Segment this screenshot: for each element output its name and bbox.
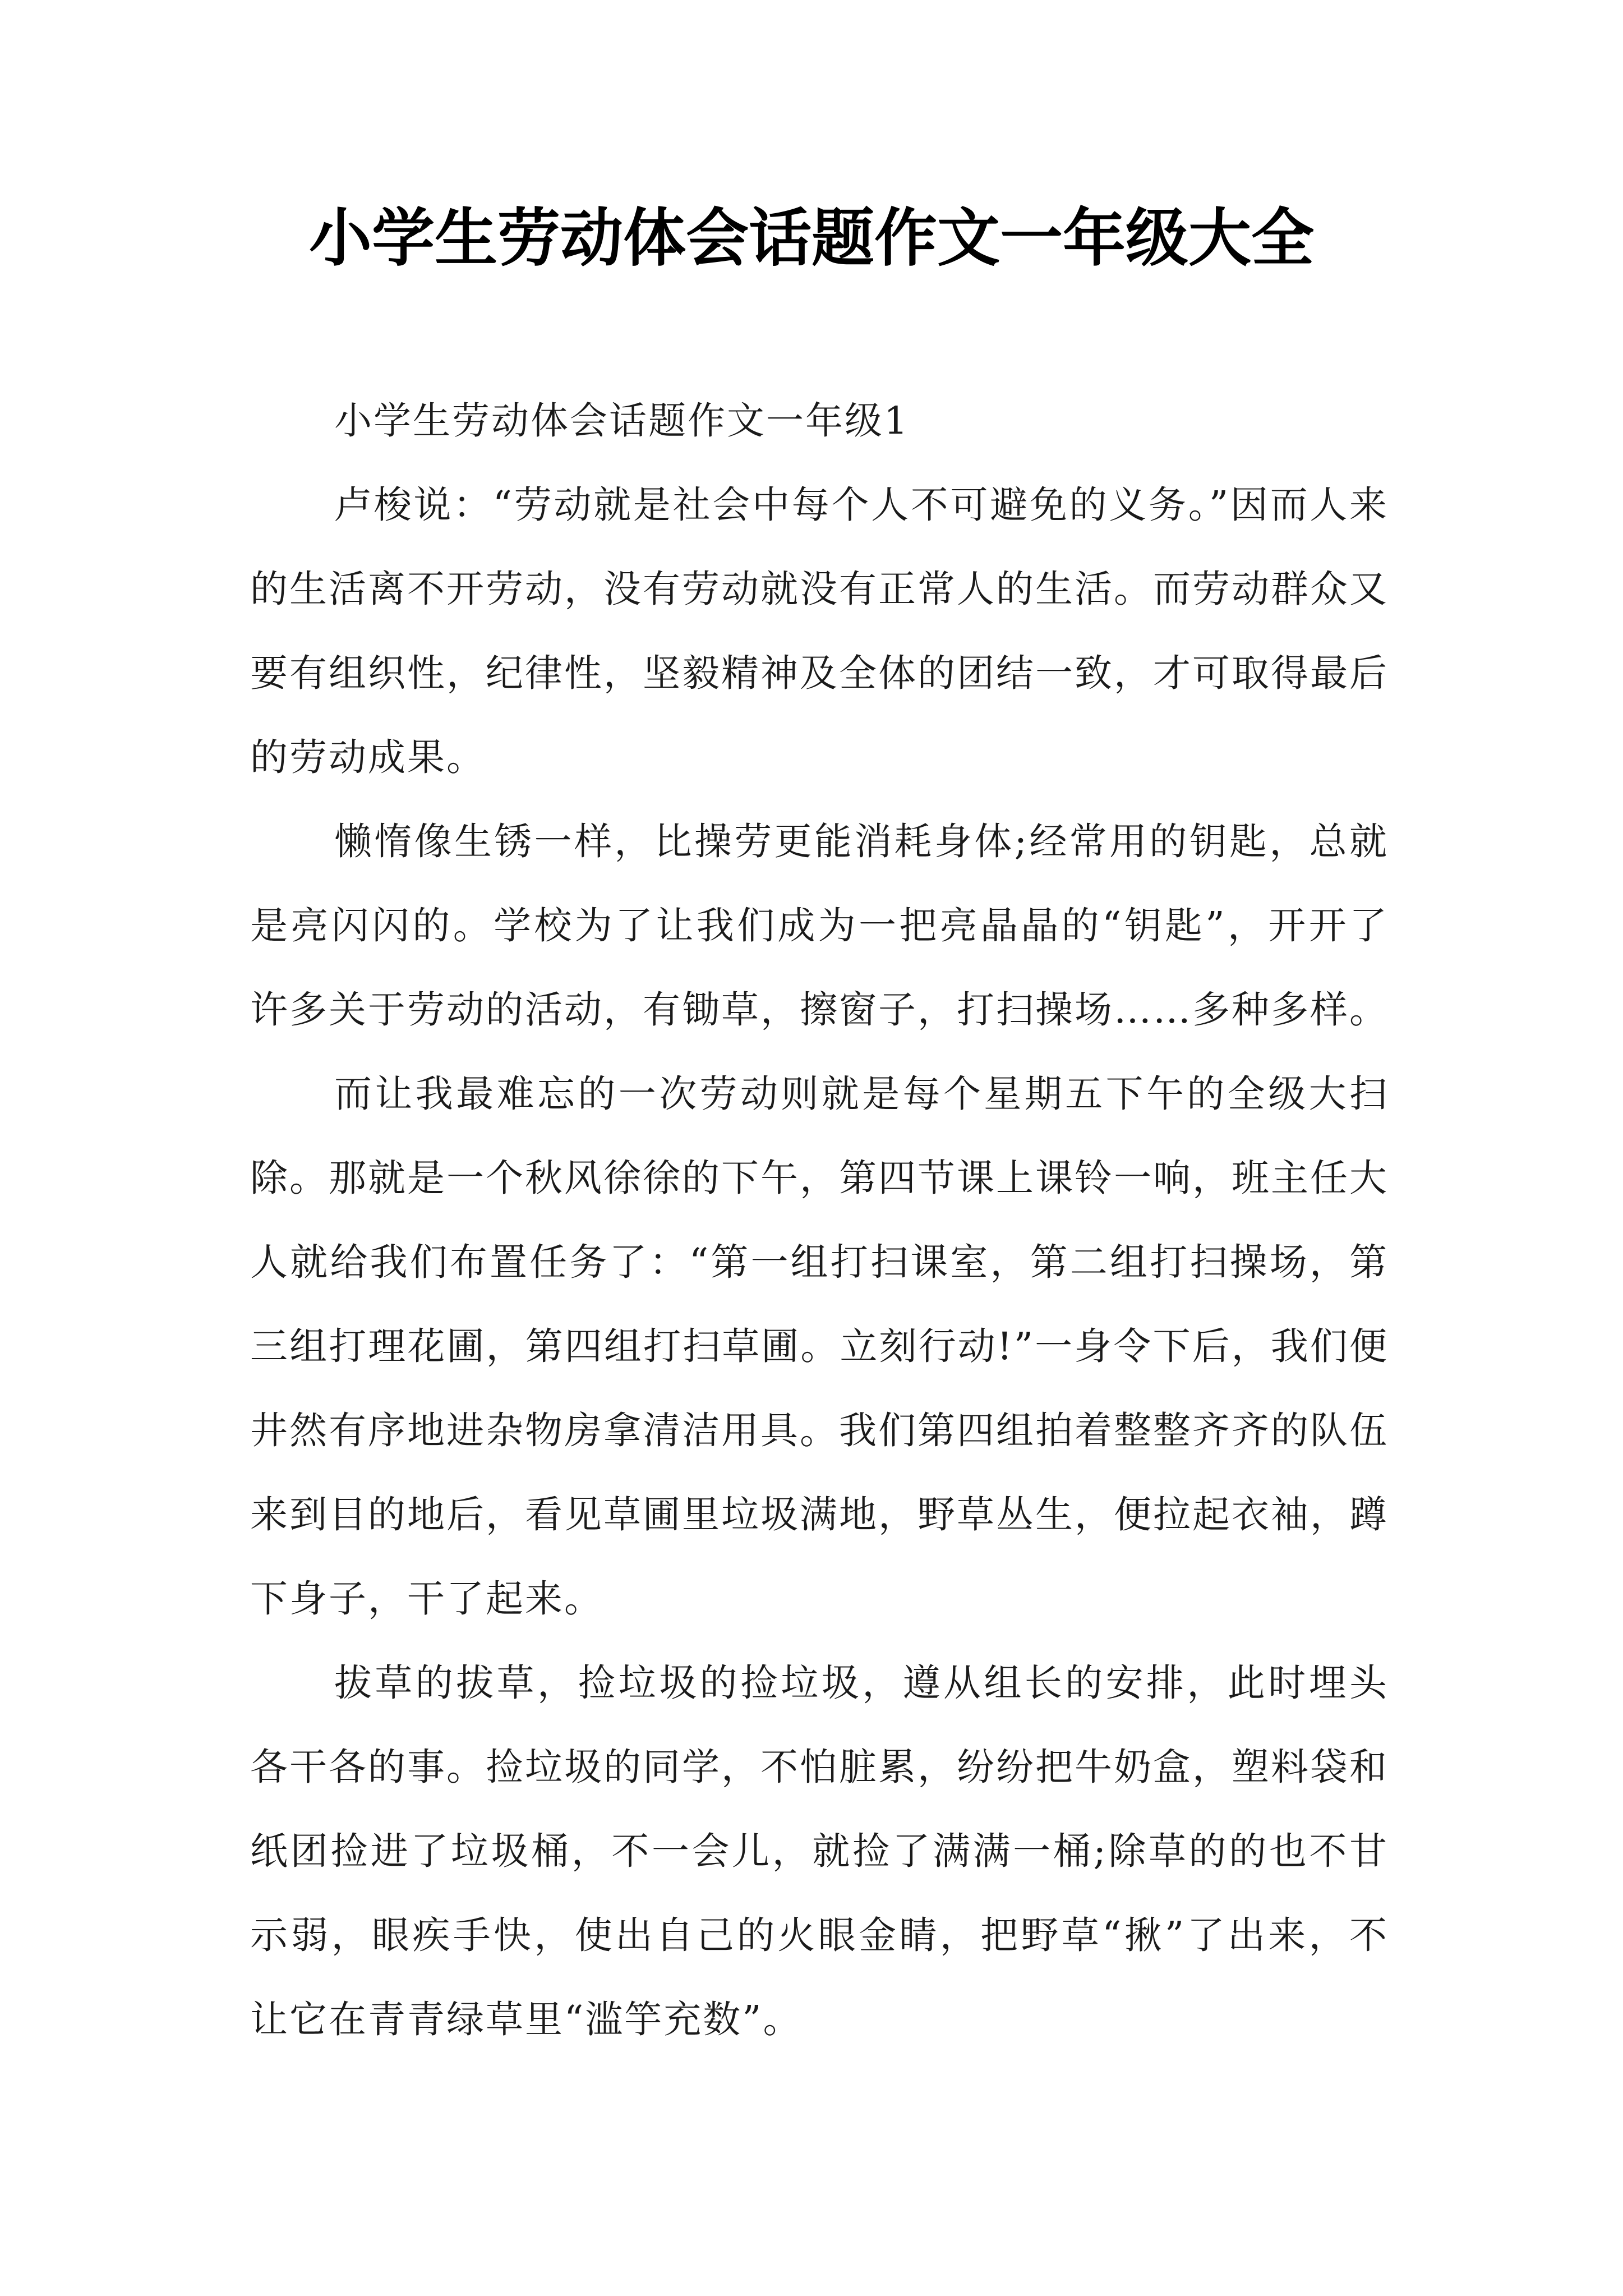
paragraph: 拔草的拔草，捡垃圾的捡垃圾，遵从组长的安排，此时埋头各干各的事。捡垃圾的同学，不怕脏累，纷纷把牛奶盒，塑料袋和纸团捡进了垃圾桶，不一会儿，就捡了满满一桶;除草的的也不甘示弱，眼疾手快，使出自己的火眼金睛，把野草“揪”了出来，不让它在青青绿草里“滥竽充数”。 xyxy=(250,1661,1389,2041)
paragraph: 而让我最难忘的一次劳动则就是每个星期五下午的全级大扫除。那就是一个秋风徐徐的下午，第四节课上课铃一响，班主任大人就给我们布置任务了：“第一组打扫课室，第二组打扫操场，第三组打理花圃，第四组打扫草圃。立刻行动!”一身令下后，我们便井然有序地进杂物房拿清洁用具。我们第四组拍着整整齐齐的队伍来到目的地后，看见草圃里垃圾满地，野草丛生，便拉起衣袖，蹲下身子，干了起来。 xyxy=(250,1072,1389,1621)
document-body xyxy=(250,379,1389,2062)
paragraph: 卢梭说：“劳动就是社会中每个人不可避免的义务。”因而人来的生活离不开劳动，没有劳动就没有正常人的生活。而劳动群众又要有组织性，纪律性，坚毅精神及全体的团结一致，才可取得最后的劳动成果。 xyxy=(250,483,1389,779)
section-heading: 小学生劳动体会话题作文一年级1 xyxy=(334,399,910,443)
paragraph: 懒惰像生锈一样，比操劳更能消耗身体;经常用的钥匙，总就是亮闪闪的。学校为了让我们成为一把亮晶晶的“钥匙”，开开了许多关于劳动的活动，有锄草，擦窗子，打扫操场……多种多样。 xyxy=(250,820,1389,1032)
document-title: 小学生劳动体会话题作文一年级大全 xyxy=(309,201,1314,275)
